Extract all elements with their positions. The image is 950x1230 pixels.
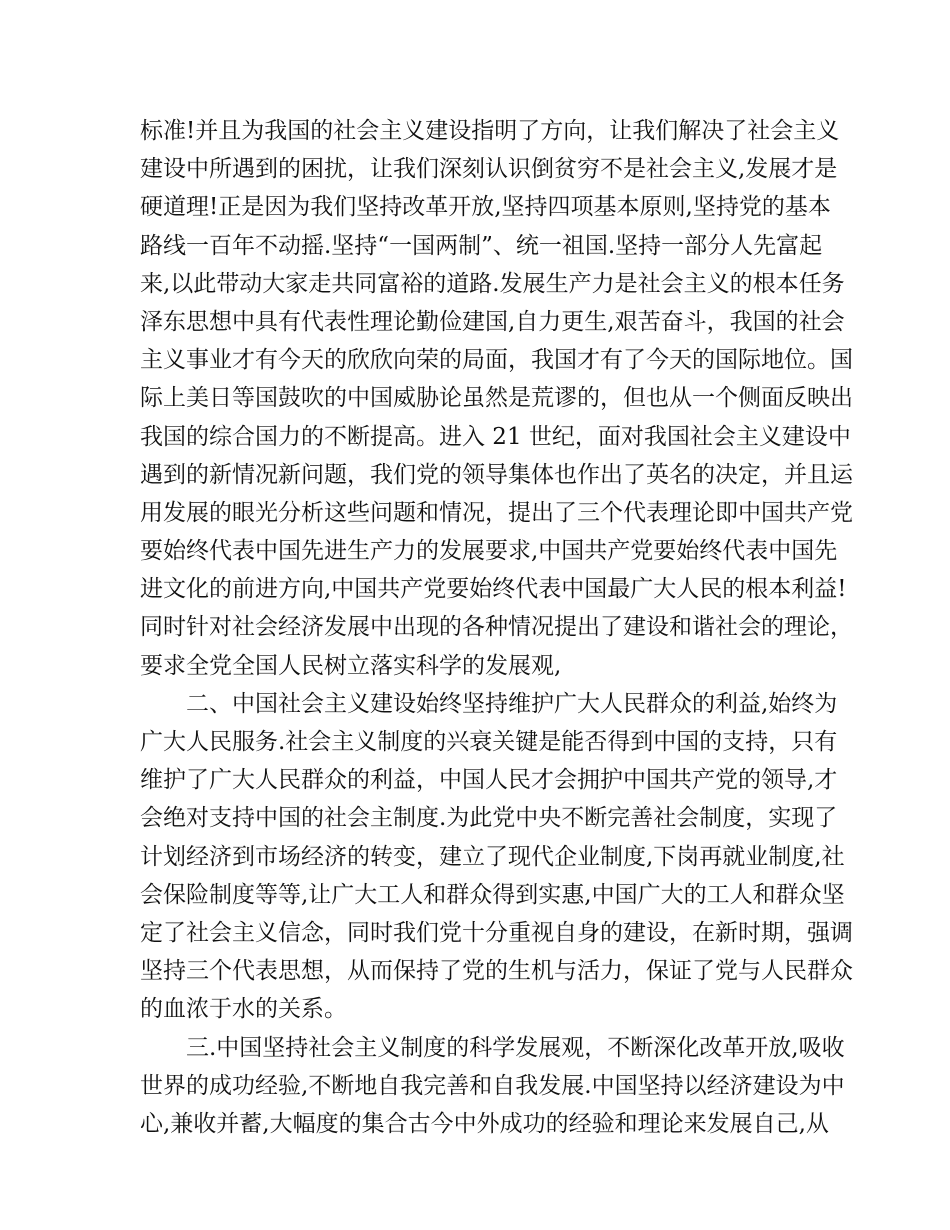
text-line: 世界的成功经验,不断地自我完善和自我发展.中国坚持以经济建设为中: [140, 1072, 845, 1099]
text-line: 我国的综合国力的不断提高。进入 21 世纪，面对我国社会主义建设中: [140, 423, 851, 450]
text-line: 的血浓于水的关系。: [140, 996, 347, 1023]
paragraph: [140, 685, 853, 1029]
text-line: 进文化的前进方向,中国共产党要始终代表中国最广大人民的根本利益!: [140, 576, 847, 603]
text-line: 会绝对支持中国的社会主制度.为此党中央不断完善社会制度，实现了: [140, 805, 838, 832]
text-line: 坚持三个代表思想，从而保持了党的生机与活力，保证了党与人民群众: [140, 958, 853, 985]
text-line: 心,兼收并蓄,大幅度的集合古今中外成功的经验和理论来发展自己,从: [140, 1110, 829, 1137]
text-line: 主义事业才有今天的欣欣向荣的局面，我国才有了今天的国际地位。国: [140, 347, 853, 374]
text-line: 来,以此带动大家走共同富裕的道路.发展生产力是社会主义的根本任务: [140, 270, 845, 297]
text-line: 用发展的眼光分析这些问题和情况，提出了三个代表理论即中国共产党: [140, 499, 853, 526]
text-line: 广大人民服务.社会主义制度的兴衰关键是能否得到中国的支持，只有: [140, 729, 838, 755]
text-line: 建设中所遇到的困扰，让我们深刻认识倒贫穷不是社会主义,发展才是: [140, 156, 838, 183]
text-line: 要求全党全国人民树立落实科学的发展观,: [140, 652, 562, 679]
paragraph: [140, 1029, 845, 1144]
text-line: 二、中国社会主义建设始终坚持维护广大人民群众的利益,始终为: [186, 690, 838, 717]
text-line: 同时针对社会经济发展中出现的各种情况提出了建设和谐社会的理论，: [140, 614, 853, 641]
document-body: [140, 112, 853, 1143]
text-line: 际上美日等国鼓吹的中国威胁论虽然是荒谬的，但也从一个侧面反映出: [140, 385, 853, 412]
text-line: 维护了广大人民群众的利益，中国人民才会拥护中国共产党的领导,才: [140, 767, 838, 794]
text-line: 定了社会主义信念，同时我们党十分重视自身的建设，在新时期，强调: [140, 919, 853, 946]
text-line: 三.中国坚持社会主义制度的科学发展观，不断深化改革开放,吸收: [186, 1034, 845, 1061]
text-line: 计划经济到市场经济的转变，建立了现代企业制度,下岗再就业制度,社: [140, 843, 845, 870]
text-line: 遇到的新情况新问题，我们党的领导集体也作出了英名的决定，并且运: [140, 461, 853, 488]
paragraph: [140, 112, 853, 685]
text-line: 标准!并且为我国的社会主义建设指明了方向，让我们解决了社会主义: [140, 118, 840, 144]
text-line: 泽东思想中具有代表性理论勤俭建国,自力更生,艰苦奋斗，我国的社会: [140, 308, 845, 335]
text-line: 会保险制度等等,让广大工人和群众得到实惠,中国广大的工人和群众坚: [140, 881, 845, 908]
text-line: 硬道理!正是因为我们坚持改革开放,坚持四项基本原则,坚持党的基本: [140, 194, 831, 221]
text-line: 要始终代表中国先进生产力的发展要求,中国共产党要始终代表中国先: [140, 538, 838, 565]
text-line: 路线一百年不动摇.坚持“一国两制”、统一祖国.坚持一部分人先富起: [140, 232, 823, 259]
